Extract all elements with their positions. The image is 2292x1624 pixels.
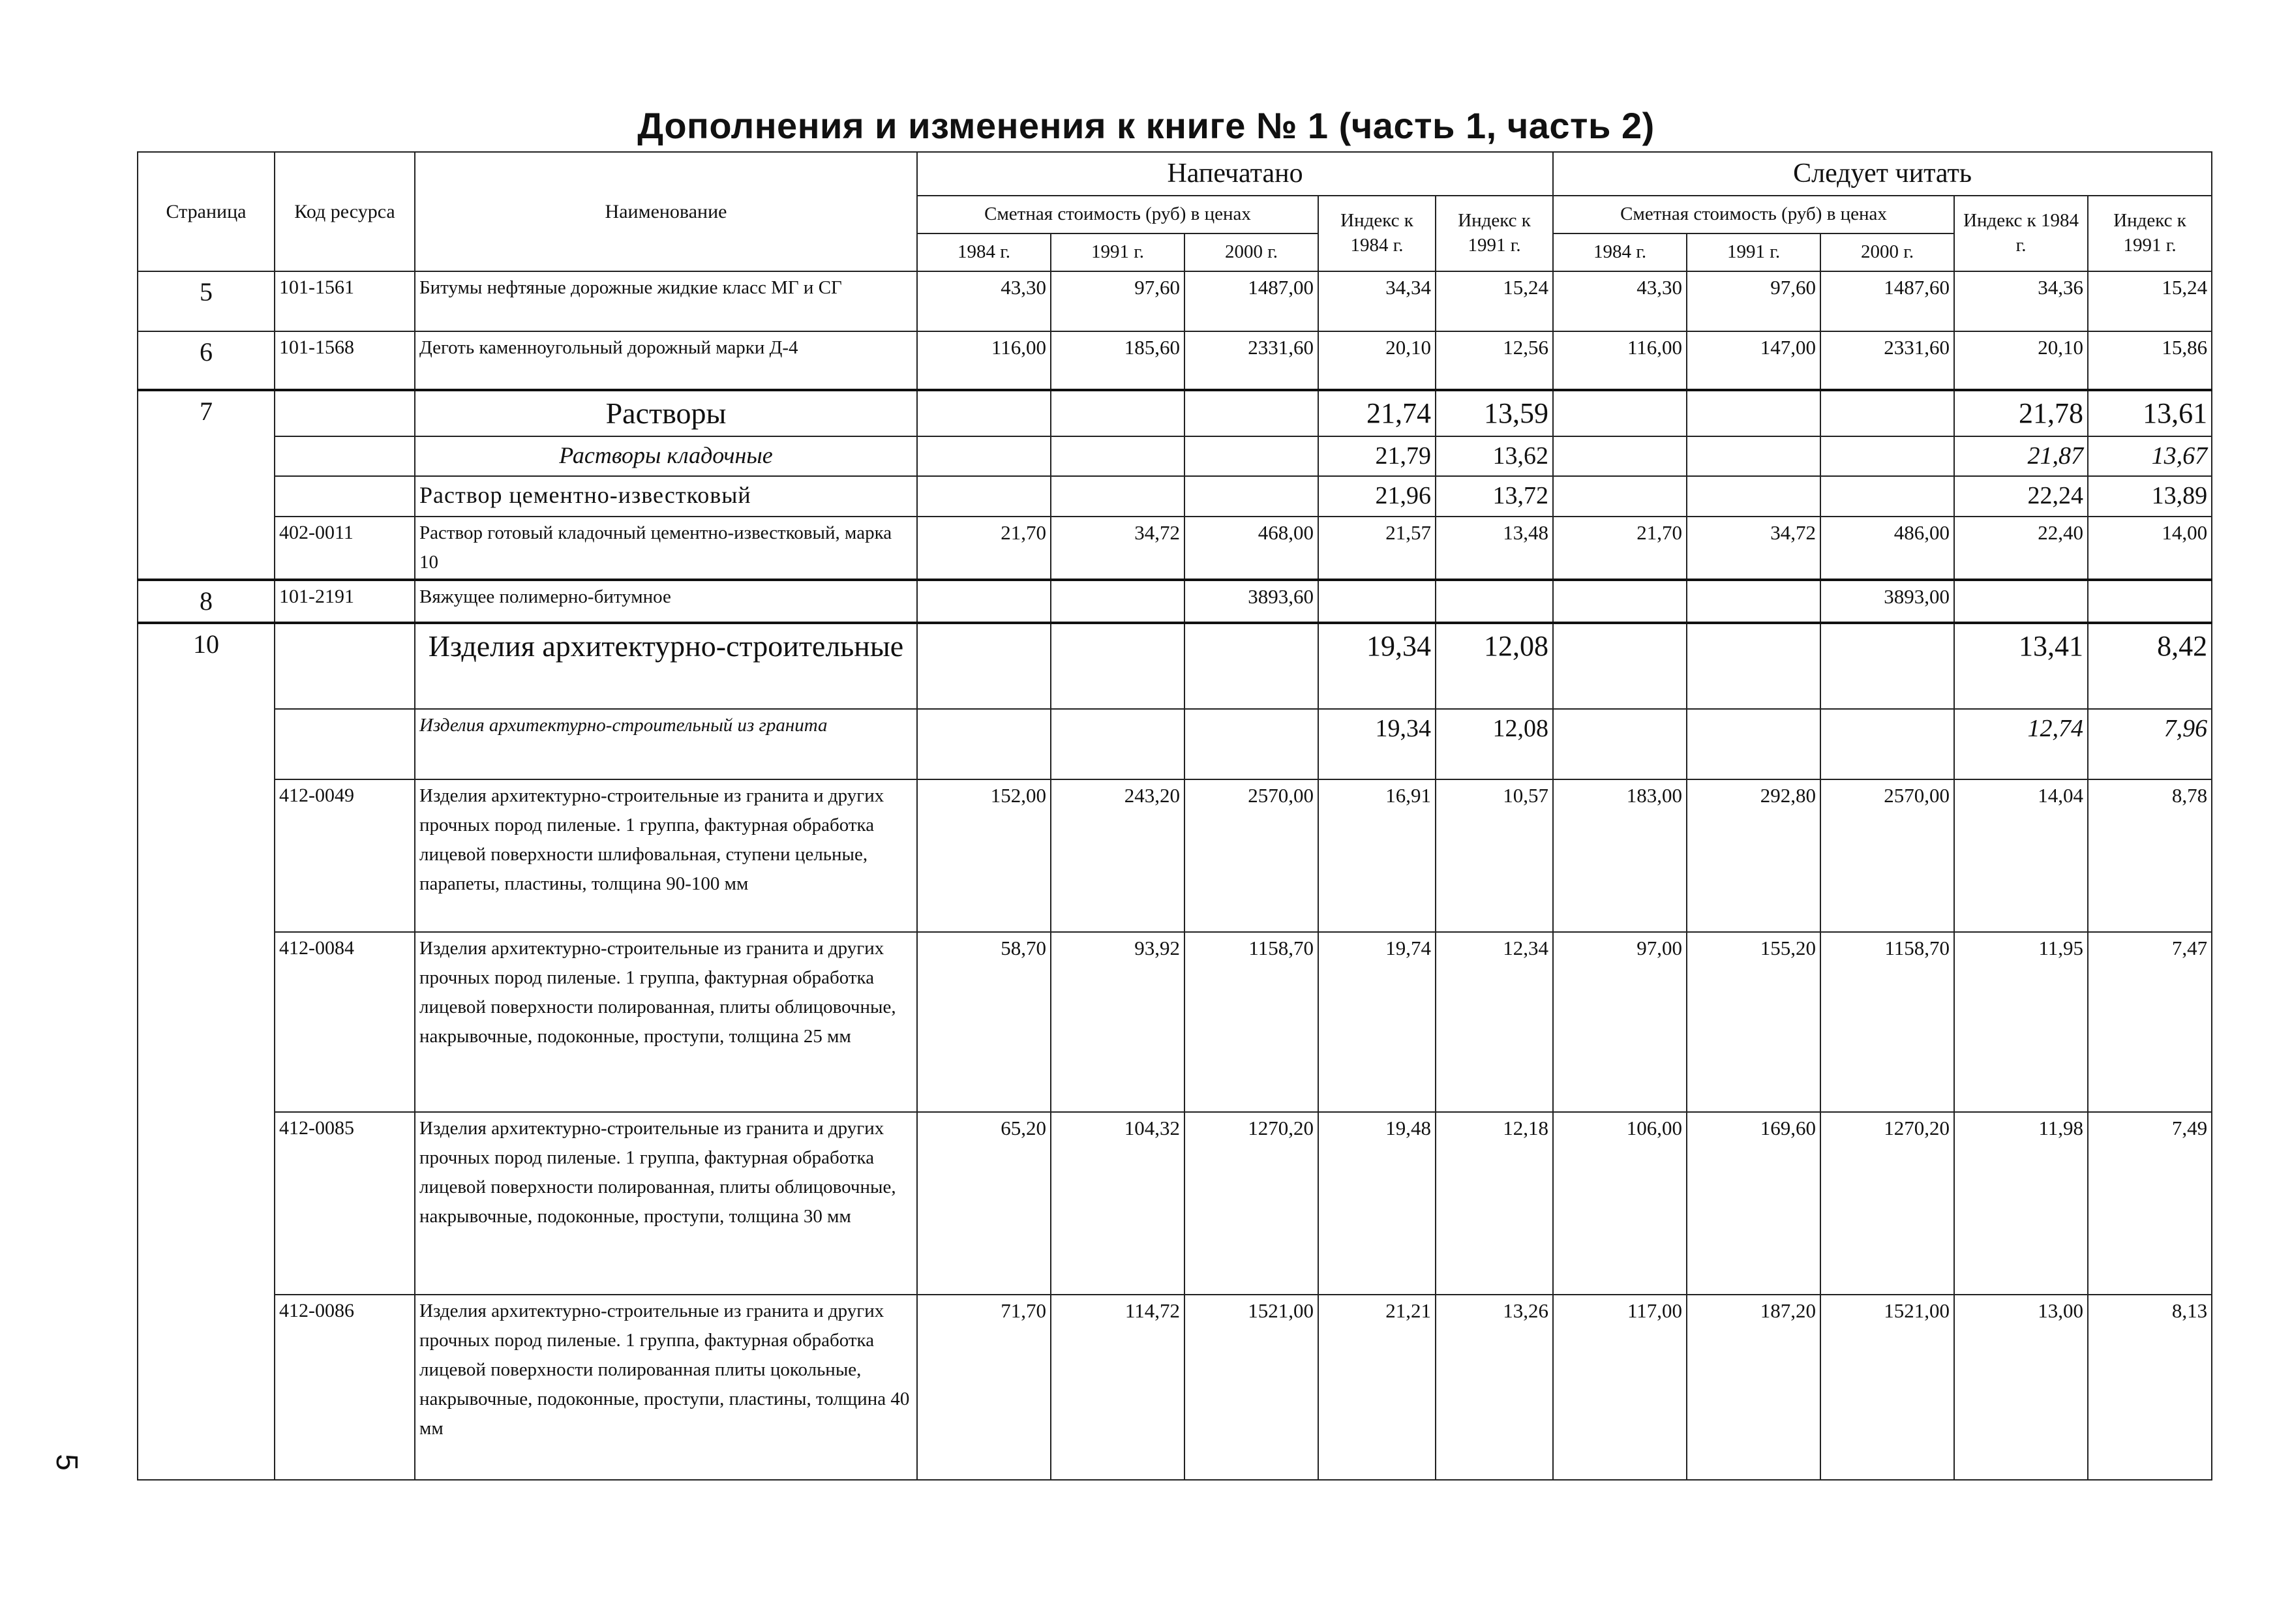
cell-read-1984: 106,00 [1553,1112,1687,1295]
cell-read-index-1984: 14,04 [1954,779,2088,932]
cell-printed-index-1984: 34,34 [1318,271,1436,331]
cell-printed-2000: 2570,00 [1184,779,1318,932]
cell-read-1984: 43,30 [1553,271,1687,331]
cell-printed-1984 [917,709,1051,779]
cell-read-index-1991: 8,78 [2088,779,2212,932]
cell-read-1984 [1553,580,1687,623]
cell-read-1984 [1553,709,1687,779]
cell-page: 8 [138,580,275,623]
cell-read-1991 [1687,436,1820,476]
cell-read-1984: 183,00 [1553,779,1687,932]
header-page: Страница [138,152,275,271]
cell-printed-1984 [917,580,1051,623]
cell-read-1984: 117,00 [1553,1295,1687,1480]
header-printed-index-1991: Индекс к 1991 г. [1436,196,1553,271]
cell-printed-1984: 58,70 [917,932,1051,1112]
cell-printed-1984: 71,70 [917,1295,1051,1480]
cell-printed-index-1991: 15,24 [1436,271,1553,331]
cell-read-index-1991: 7,96 [2088,709,2212,779]
cell-read-2000: 1521,00 [1820,1295,1954,1480]
header-read-cost: Сметная стоимость (руб) в ценах [1553,196,1954,233]
cell-printed-1991 [1051,436,1184,476]
cell-printed-1991: 34,72 [1051,517,1184,580]
cell-read-1991: 187,20 [1687,1295,1820,1480]
header-name: Наименование [415,152,917,271]
cell-read-2000 [1820,390,1954,436]
cell-read-1984 [1553,476,1687,517]
cell-name: Растворы [415,390,917,436]
cell-read-1984 [1553,436,1687,476]
cell-read-2000: 2331,60 [1820,331,1954,390]
cell-read-1991: 169,60 [1687,1112,1820,1295]
header-printed: Напечатано [917,152,1553,196]
cell-read-1991: 155,20 [1687,932,1820,1112]
cell-read-1984: 116,00 [1553,331,1687,390]
cell-code: 402-0011 [275,517,415,580]
cell-code [275,390,415,436]
cell-name: Деготь каменноугольный дорожный марки Д-4 [415,331,917,390]
cell-printed-1991 [1051,476,1184,517]
cell-read-1991: 292,80 [1687,779,1820,932]
cell-read-1984: 21,70 [1553,517,1687,580]
cell-code: 412-0086 [275,1295,415,1480]
cell-printed-index-1991: 10,57 [1436,779,1553,932]
changes-table [137,151,2212,1481]
table-row [138,390,2212,436]
cell-printed-index-1991: 12,34 [1436,932,1553,1112]
table-row [138,779,2212,932]
cell-printed-2000 [1184,709,1318,779]
header-read-2000: 2000 г. [1820,233,1954,271]
header-read-1991: 1991 г. [1687,233,1820,271]
cell-code: 412-0084 [275,932,415,1112]
cell-read-2000 [1820,623,1954,709]
cell-code [275,476,415,517]
cell-read-2000 [1820,436,1954,476]
table-row [138,271,2212,331]
cell-read-index-1991 [2088,580,2212,623]
cell-read-1984: 97,00 [1553,932,1687,1112]
cell-name: Изделия архитектурно-строительный из гранита [415,709,917,779]
cell-printed-index-1991: 13,26 [1436,1295,1553,1480]
page-number: 5 [50,1454,84,1471]
cell-printed-2000: 1158,70 [1184,932,1318,1112]
cell-printed-1984: 65,20 [917,1112,1051,1295]
cell-printed-index-1984: 21,21 [1318,1295,1436,1480]
cell-read-index-1984: 22,24 [1954,476,2088,517]
header-printed-1991: 1991 г. [1051,233,1184,271]
table-row [138,580,2212,623]
cell-code: 101-2191 [275,580,415,623]
cell-printed-index-1984: 19,48 [1318,1112,1436,1295]
cell-printed-1991 [1051,623,1184,709]
cell-code: 101-1561 [275,271,415,331]
cell-printed-index-1991: 12,08 [1436,709,1553,779]
cell-read-index-1991: 15,86 [2088,331,2212,390]
table-header [138,152,2212,271]
header-printed-index-1984: Индекс к 1984 г. [1318,196,1436,271]
cell-page: 7 [138,390,275,580]
cell-printed-1984 [917,623,1051,709]
cell-read-index-1991: 7,49 [2088,1112,2212,1295]
cell-printed-1991 [1051,390,1184,436]
cell-read-index-1984: 21,87 [1954,436,2088,476]
cell-printed-2000 [1184,476,1318,517]
cell-read-index-1991: 13,67 [2088,436,2212,476]
cell-printed-1984: 152,00 [917,779,1051,932]
document-title: Дополнения и изменения к книге № 1 (часть 1, часть 2) [637,105,1655,146]
cell-page: 10 [138,623,275,1480]
cell-name: Битумы нефтяные дорожные жидкие класс МГ и СГ [415,271,917,331]
cell-printed-1991 [1051,580,1184,623]
cell-read-index-1984: 12,74 [1954,709,2088,779]
header-should-read: Следует читать [1553,152,2212,196]
cell-printed-index-1984: 20,10 [1318,331,1436,390]
cell-printed-index-1991: 13,62 [1436,436,1553,476]
header-printed-2000: 2000 г. [1184,233,1318,271]
cell-code [275,623,415,709]
cell-code: 412-0085 [275,1112,415,1295]
cell-printed-index-1984: 21,74 [1318,390,1436,436]
cell-printed-index-1991: 13,72 [1436,476,1553,517]
cell-code: 101-1568 [275,331,415,390]
cell-read-index-1984: 20,10 [1954,331,2088,390]
table-row [138,517,2212,580]
cell-read-index-1991: 15,24 [2088,271,2212,331]
header-read-index-1991: Индекс к 1991 г. [2088,196,2212,271]
cell-name: Изделия архитектурно-строительные из гранита и других прочных пород пиленые. 1 группа, фактурная обработка лицевой поверхности шлифовальная, ступени цельные, парапеты, пластины, толщина 90-100 мм [415,779,917,932]
cell-read-index-1984: 34,36 [1954,271,2088,331]
cell-read-index-1991: 8,13 [2088,1295,2212,1480]
cell-printed-index-1991 [1436,580,1553,623]
cell-read-1991 [1687,580,1820,623]
cell-printed-index-1984: 16,91 [1318,779,1436,932]
table-body [138,271,2212,1480]
cell-printed-1991: 97,60 [1051,271,1184,331]
cell-read-index-1984: 21,78 [1954,390,2088,436]
cell-printed-1984: 43,30 [917,271,1051,331]
cell-read-index-1984 [1954,580,2088,623]
table-row [138,1295,2212,1480]
cell-read-index-1984: 11,98 [1954,1112,2088,1295]
table-row [138,331,2212,390]
cell-printed-index-1984: 21,96 [1318,476,1436,517]
cell-printed-2000 [1184,390,1318,436]
cell-name: Изделия архитектурно-строительные из гранита и других прочных пород пиленые. 1 группа, фактурная обработка лицевой поверхности полированная плиты цокольные, накрывочные, подоконные, проступи, пластины, толщина 40 мм [415,1295,917,1480]
cell-printed-1991: 185,60 [1051,331,1184,390]
cell-printed-1991: 104,32 [1051,1112,1184,1295]
header-read-1984: 1984 г. [1553,233,1687,271]
cell-name: Растворы кладочные [415,436,917,476]
cell-read-2000 [1820,709,1954,779]
cell-read-2000: 1487,60 [1820,271,1954,331]
cell-read-index-1991: 8,42 [2088,623,2212,709]
cell-read-index-1991: 13,61 [2088,390,2212,436]
cell-name: Изделия архитектурно-строительные [415,623,917,709]
cell-printed-index-1984 [1318,580,1436,623]
cell-name: Изделия архитектурно-строительные из гранита и других прочных пород пиленые. 1 группа, фактурная обработка лицевой поверхности полированная, плиты облицовочные, накрывочные, подоконные, проступи, толщина 30 мм [415,1112,917,1295]
cell-read-1991: 97,60 [1687,271,1820,331]
cell-read-1991: 34,72 [1687,517,1820,580]
cell-printed-1991: 114,72 [1051,1295,1184,1480]
table-row [138,709,2212,779]
cell-read-1991 [1687,623,1820,709]
table-row [138,476,2212,517]
cell-read-2000: 486,00 [1820,517,1954,580]
cell-read-2000: 2570,00 [1820,779,1954,932]
cell-read-index-1984: 22,40 [1954,517,2088,580]
cell-printed-index-1984: 19,34 [1318,709,1436,779]
cell-read-index-1984: 13,00 [1954,1295,2088,1480]
cell-printed-1991 [1051,709,1184,779]
cell-printed-index-1991: 13,48 [1436,517,1553,580]
cell-printed-index-1984: 21,79 [1318,436,1436,476]
cell-read-2000: 3893,00 [1820,580,1954,623]
cell-read-1984 [1553,623,1687,709]
cell-printed-2000: 3893,60 [1184,580,1318,623]
cell-printed-index-1991: 13,59 [1436,390,1553,436]
header-printed-1984: 1984 г. [917,233,1051,271]
cell-printed-index-1991: 12,18 [1436,1112,1553,1295]
cell-read-2000: 1158,70 [1820,932,1954,1112]
cell-read-index-1984: 11,95 [1954,932,2088,1112]
cell-code [275,709,415,779]
cell-printed-2000 [1184,436,1318,476]
cell-printed-1984 [917,436,1051,476]
cell-read-1991: 147,00 [1687,331,1820,390]
table-row [138,932,2212,1112]
cell-printed-2000: 1487,00 [1184,271,1318,331]
table-row [138,436,2212,476]
cell-read-1991 [1687,709,1820,779]
cell-printed-index-1984: 19,74 [1318,932,1436,1112]
header-read-index-1984: Индекс к 1984 г. [1954,196,2088,271]
cell-read-index-1991: 14,00 [2088,517,2212,580]
cell-code [275,436,415,476]
cell-printed-2000: 1521,00 [1184,1295,1318,1480]
cell-printed-1984: 21,70 [917,517,1051,580]
cell-name: Раствор цементно-известковый [415,476,917,517]
cell-read-1991 [1687,390,1820,436]
cell-read-1984 [1553,390,1687,436]
cell-printed-1984: 116,00 [917,331,1051,390]
cell-read-1991 [1687,476,1820,517]
cell-printed-1984 [917,476,1051,517]
cell-read-index-1984: 13,41 [1954,623,2088,709]
cell-name: Изделия архитектурно-строительные из гранита и других прочных пород пиленые. 1 группа, фактурная обработка лицевой поверхности полированная, плиты облицовочные, накрывочные, подоконные, проступи, толщина 25 мм [415,932,917,1112]
cell-name: Раствор готовый кладочный цементно-известковый, марка 10 [415,517,917,580]
table-row [138,1112,2212,1295]
cell-read-2000 [1820,476,1954,517]
cell-printed-index-1991: 12,08 [1436,623,1553,709]
cell-printed-2000 [1184,623,1318,709]
cell-code: 412-0049 [275,779,415,932]
cell-page: 6 [138,331,275,390]
header-code: Код ресурса [275,152,415,271]
cell-printed-index-1991: 12,56 [1436,331,1553,390]
cell-read-index-1991: 7,47 [2088,932,2212,1112]
cell-page: 5 [138,271,275,331]
header-printed-cost: Сметная стоимость (руб) в ценах [917,196,1318,233]
cell-printed-1984 [917,390,1051,436]
cell-printed-index-1984: 19,34 [1318,623,1436,709]
cell-printed-1991: 93,92 [1051,932,1184,1112]
cell-name: Вяжущее полимерно-битумное [415,580,917,623]
cell-printed-2000: 1270,20 [1184,1112,1318,1295]
table-row [138,623,2212,709]
cell-read-2000: 1270,20 [1820,1112,1954,1295]
cell-printed-2000: 2331,60 [1184,331,1318,390]
cell-printed-1991: 243,20 [1051,779,1184,932]
cell-printed-index-1984: 21,57 [1318,517,1436,580]
cell-printed-2000: 468,00 [1184,517,1318,580]
cell-read-index-1991: 13,89 [2088,476,2212,517]
